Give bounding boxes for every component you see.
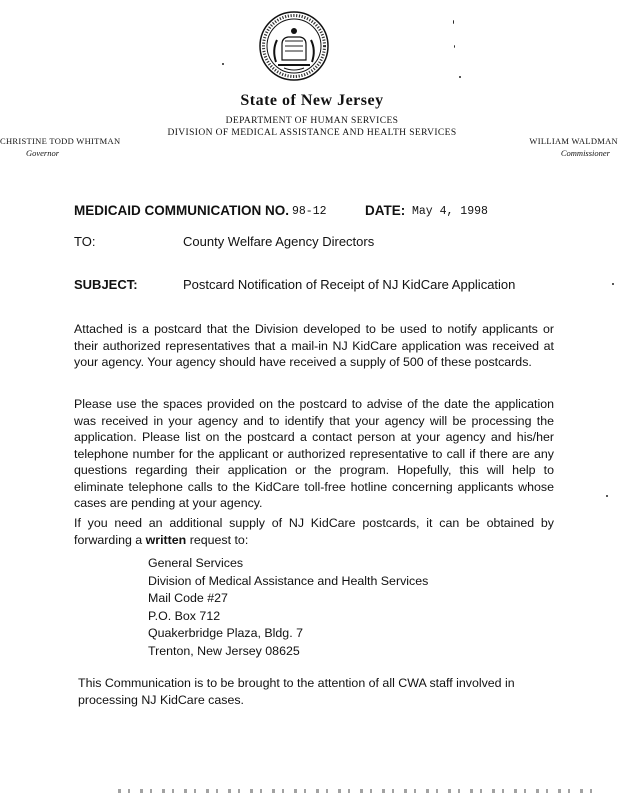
state-seal-emblem: [258, 10, 330, 82]
body-paragraph-1-text: Attached is a postcard that the Division developed to be used to notify applicants or their authorized representatives that a mail-in NJ KidCare application was received at your agency. Your agency should have received a supply of 500 of these postcards.: [74, 322, 554, 369]
to-value: County Welfare Agency Directors: [183, 234, 375, 249]
commissioner-title: Commissioner: [560, 148, 610, 158]
governor-title: Governor: [26, 148, 60, 158]
date-label: DATE:: [365, 203, 406, 218]
scan-noise-strip: [118, 789, 598, 793]
closing-statement: This Communication is to be brought to the attention of all CWA staff involved in processing NJ KidCare cases.: [78, 676, 515, 707]
address-line: Division of Medical Assistance and Health Services: [148, 573, 429, 588]
communication-label: MEDICAID COMMUNICATION NO.: [74, 203, 289, 218]
scan-speck: [606, 495, 608, 497]
scan-speck: [459, 76, 461, 78]
division-name: DIVISION OF MEDICAL ASSISTANCE AND HEALTH SERVICES: [167, 128, 457, 138]
address-line: Quakerbridge Plaza, Bldg. 7: [148, 626, 303, 640]
commissioner-name: WILLIAM WALDMAN: [529, 136, 618, 146]
body-paragraph-2: [74, 396, 554, 512]
emphasis-written: written: [145, 532, 187, 547]
subject-label: SUBJECT:: [74, 277, 138, 292]
governor-name: CHRISTINE TODD WHITMAN: [0, 136, 121, 146]
scan-speck: [222, 63, 224, 65]
subject-value: Postcard Notification of Receipt of NJ KidCare Application: [183, 277, 516, 292]
communication-number: 98-12: [292, 205, 327, 218]
body-paragraph-3-text: If you need an additional supply of NJ KidCare postcards, it can be obtained by forwarding a: [74, 516, 554, 547]
body-paragraph-1: [74, 321, 554, 371]
scan-speck: [453, 20, 454, 24]
body-paragraph-3: [74, 515, 554, 548]
state-title: State of New Jersey: [240, 92, 384, 109]
body-paragraph-2-text: Please use the spaces provided on the postcard to advise of the date the application was received in your agency and to identify that your agency will be processing the application. Please list on the postcard a contact person at your agency and his/her telephone number for the applicant or authorized representative to call if there are any questions regarding their application or the program. Hopefully, this will help to eliminate telephone calls to the KidCare toll-free hotline concerning applicants whose cases are pending at your agency.: [74, 397, 554, 510]
body-paragraph-3-end: request to:: [186, 532, 249, 547]
to-label: TO:: [74, 234, 96, 249]
address-line: P.O. Box 712: [148, 608, 221, 623]
address-line: General Services: [148, 556, 244, 570]
mailing-address: [148, 555, 428, 660]
scan-speck: [612, 283, 614, 285]
date-value: May 4, 1998: [412, 205, 488, 218]
address-line: Mail Code #27: [148, 591, 228, 605]
department-name: DEPARTMENT OF HUMAN SERVICES: [225, 116, 399, 126]
address-line: Trenton, New Jersey 08625: [148, 643, 300, 658]
scan-speck: [454, 45, 455, 48]
